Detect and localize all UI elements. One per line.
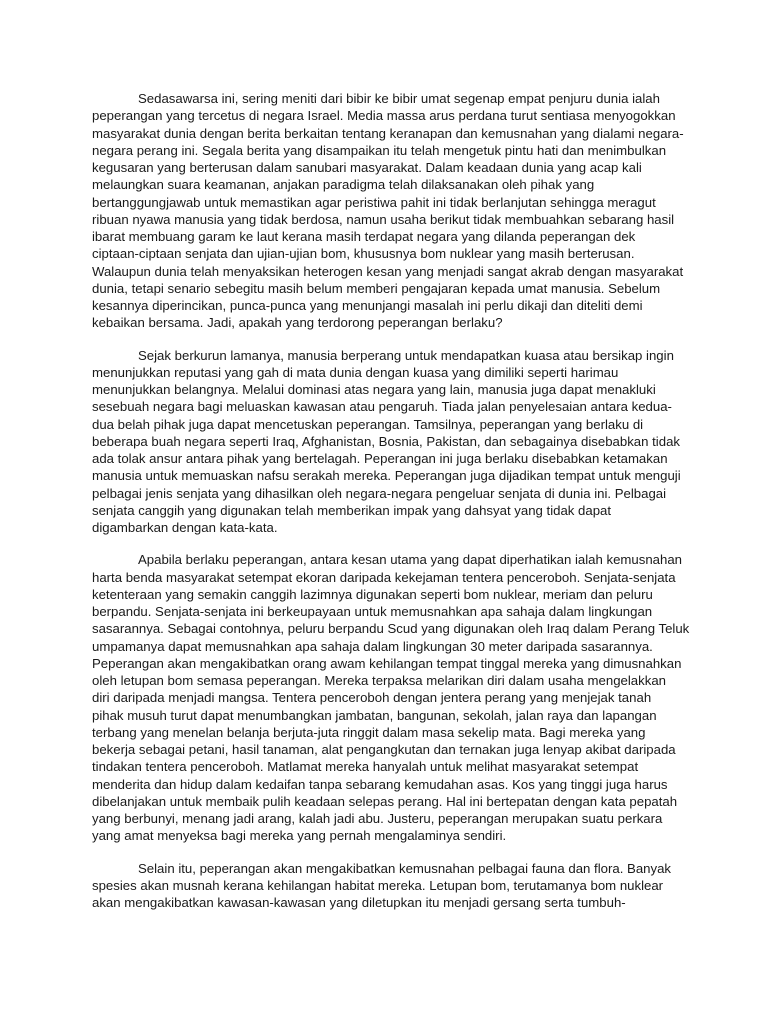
text-line: menunjukkan reputasi yang gah di mata dunia dengan kuasa yang dimiliki seperti harimau	[92, 364, 619, 380]
text-line: yang berbunyi, menang jadi arang, kalah jadi abu. Justeru, peperangan merupakan suatu perkara	[92, 811, 663, 826]
text-line: dunia, tetapi senario sebegitu masih belum memberi pengajaran kepada umat manusia. Sebelum	[92, 280, 661, 296]
text-line: Sejak berkurun lamanya, manusia berperang untuk mendapatkan kuasa atau bersikap ingin	[138, 347, 674, 363]
text-line: diri daripada menjadi mangsa. Tentera penceroboh dengan jentera perang yang menjejak tanah	[92, 690, 652, 706]
text-line: bertanggungjawab untuk memastikan agar peristiwa pahit ini tidak berlanjutan sehingga meragut	[92, 194, 656, 210]
text-line: kesannya diperincikan, punca-punca yang menunjangi masalah ini perlu dikaji dan diteliti demi	[92, 298, 643, 313]
text-line: yang amat menyeksa bagi mereka yang pernah mengalaminya sendiri.	[92, 828, 507, 844]
document-page	[92, 90, 690, 926]
text-line: ciptaan-ciptaan senjata dan ujian-ujian bom, khususnya bom nuklear yang masih berterusan.	[92, 246, 635, 262]
text-line: sesebuah negara bagi meluaskan kawasan atau pengaruh. Tiada jalan penyelesaian antara kedua-	[92, 399, 672, 415]
text-line: bekerja sebagai petani, hasil tanaman, alat pengangkutan dan ternakan juga lenyap akibat daripada	[92, 742, 676, 757]
paragraph-2	[92, 347, 681, 537]
text-line: harta benda masyarakat setempat ekoran daripada kekejaman tentera penceroboh. Senjata-senjata	[92, 569, 676, 585]
text-line: Apabila berlaku peperangan, antara kesan utama yang dapat diperhatikan ialah kemusnahan	[138, 552, 683, 568]
text-line: dua belah pihak juga dapat mencetuskan peperangan. Tamsilnya, peperangan yang berlaku di	[92, 416, 644, 432]
text-line: Walaupun dunia telah menyaksikan heterogen kesan yang menjadi sangat akrab dengan masyarakat	[92, 263, 684, 279]
text-line: digambarkan dengan kata-kata.	[92, 520, 278, 535]
text-line: manusia untuk memuaskan nafsu serakah mereka. Peperangan juga dijadikan tempat untuk menguji	[92, 468, 681, 484]
text-line: ribuan nyawa manusia yang tidak berdosa, namun usaha berikut tidak membuahkan sebarang hasil	[92, 211, 675, 227]
text-line: terbang yang menelan belanja berjuta-juta ringgit dalam masa sekelip mata. Bagi mereka yang	[92, 724, 646, 740]
text-line: Selain itu, peperangan akan mengakibatkan kemusnahan pelbagai fauna dan flora. Banyak	[138, 860, 672, 876]
text-line: kebaikan bersama. Jadi, apakah yang terdorong peperangan berlaku?	[92, 315, 503, 331]
text-line: akan mengakibatkan kawasan-kawasan yang diletupkan itu menjadi gersang serta tumbuh-	[92, 895, 626, 910]
text-line: pelbagai jenis senjata yang dihasilkan oleh negara-negara pengeluar senjata di dunia ini. Pelbagai	[92, 485, 667, 501]
paragraph-4	[92, 860, 678, 912]
text-line: masyarakat dunia dengan berita berkaitan tentang keranapan dan kemusnahan yang dialami negara-	[92, 125, 684, 141]
text-line: dibelanjakan untuk membaik pulih keadaan selepas perang. Hal ini bertepatan dengan kata pepatah	[92, 793, 678, 809]
text-line: Sedasawarsa ini, sering meniti dari bibir ke bibir umat segenap empat penjuru dunia ialah	[138, 91, 660, 106]
text-line: spesies akan musnah kerana kehilangan habitat mereka. Letupan bom, terutamanya bom nuklear	[92, 877, 664, 893]
paragraph-3	[92, 551, 690, 844]
text-line: ibarat membuang garam ke laut kerana masih terdapat negara yang dilanda peperangan dek	[92, 229, 636, 244]
text-line: kegusaran yang berterusan dalam sanubari masyarakat. Dalam keadaan dunia yang acap kali	[92, 160, 642, 175]
text-line: tindakan tentera penceroboh. Matlamat mereka hanyalah untuk melihat masyarakat setempat	[92, 759, 639, 775]
text-line: umpamanya dapat memusnahkan apa sahaja dalam lingkungan 30 meter daripada sasarannya.	[92, 638, 653, 654]
text-line: Peperangan akan mengakibatkan orang awam kehilangan tempat tinggal mereka yang dimusnahkan	[92, 655, 682, 671]
paragraph-1	[92, 90, 684, 332]
text-line: negara perang ini. Segala berita yang disampaikan itu telah mengetuk pintu hati dan menimbulkan	[92, 142, 667, 158]
text-line: menderita dan hidup dalam kedaifan tanpa sebarang kemudahan asas. Kos yang tinggi juga harus	[92, 776, 668, 792]
text-line: menunjukkan belangnya. Melalui dominasi atas negara yang lain, manusia juga dapat menakluki	[92, 382, 656, 397]
text-line: oleh letupan bom semasa peperangan. Mereka terpaksa melarikan diri dalam usaha mengelakkan	[92, 673, 666, 688]
text-line: sasarannya. Sebagai contohnya, peluru berpandu Scud yang digunakan oleh Iraq dalam Perang Teluk	[92, 621, 690, 637]
text-line: ada tolak ansur antara pihak yang bertelagah. Peperangan ini juga berlaku disebabkan ketamakan	[92, 451, 668, 466]
text-line: melaungkan suara keamanan, anjakan paradigma telah dilaksanakan oleh pihak yang	[92, 177, 595, 193]
text-line: beberapa buah negara seperti Iraq, Afghanistan, Bosnia, Pakistan, dan sebagainya disebabkan tidak	[92, 433, 680, 449]
text-line: peperangan yang tercetus di negara Israel. Media massa arus perdana turut sentiasa menyogokkan	[92, 108, 676, 124]
text-line: senjata canggih yang digunakan telah memberikan impak yang dahsyat yang tidak dapat	[92, 502, 612, 518]
text-line: pihak musuh turut dapat menumbangkan jambatan, bangunan, sekolah, jalan raya dan lapangan	[92, 707, 657, 723]
text-line: berpandu. Senjata-senjata ini berkeupayaan untuk memusnahkan apa sahaja dalam lingkungan	[92, 604, 653, 619]
text-line: ketenteraan yang semakin canggih lazimnya digunakan seperti bom nuklear, meriam dan peluru	[92, 586, 653, 602]
